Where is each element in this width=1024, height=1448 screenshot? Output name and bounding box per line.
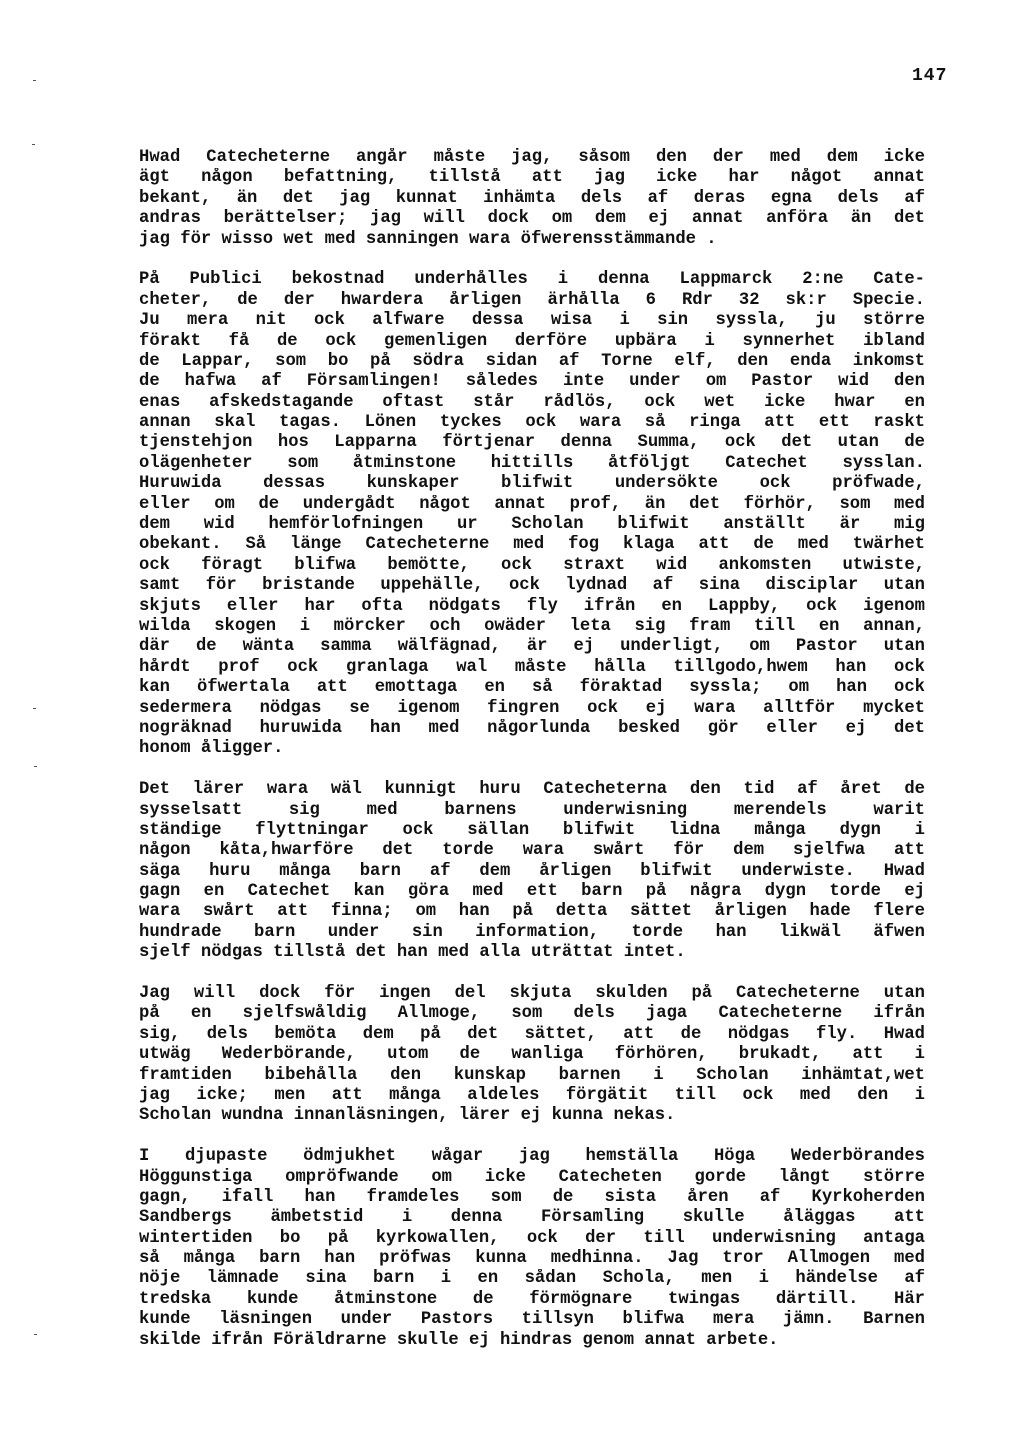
text-line: förakt få de ock gemenligen derföre upbära i synnerhet ibland	[139, 331, 925, 351]
text-line: dem wid hemförlofningen ur Scholan blifwit anställt är mig	[139, 515, 925, 535]
paragraph	[139, 780, 925, 964]
text-line: skjuts eller har ofta nödgats fly ifrån en Lappby, ock igenom	[139, 596, 925, 616]
text-line: olägenheter som åtminstone hittills åtföljgt Catechet sysslan.	[139, 453, 925, 473]
scan-speck	[33, 80, 36, 81]
text-line: ägt någon befattning, tillstå att jag icke har något annat	[139, 168, 925, 188]
text-line: I djupaste ödmjukhet wågar jag hemställa Höga Wederbörandes	[139, 1147, 925, 1167]
text-line: samt för bristande uppehälle, ock lydnad af sina disciplar utan	[139, 576, 925, 596]
text-line: nogräknad huruwida han med någorlunda besked gör eller ej det	[139, 718, 925, 738]
text-line: framtiden bibehålla den kunskap barnen i Scholan inhämtat,wet	[139, 1065, 925, 1085]
text-line: Höggunstiga ompröfwande om icke Catecheten gorde långt större	[139, 1167, 925, 1187]
text-line: Ju mera nit ock alfware dessa wisa i sin syssla, ju större	[139, 311, 925, 331]
text-line: de hafwa af Församlingen! således inte under om Pastor wid den	[139, 372, 925, 392]
text-line: sjelf nödgas tillstå det han med alla uträttat intet.	[139, 943, 686, 963]
text-line: gagn en Catechet kan göra med ett barn på några dygn torde ej	[139, 882, 925, 902]
text-line: tredska kunde åtminstone de förmögnare twingas därtill. Här	[139, 1289, 925, 1309]
text-line: någon kåta,hwarföre det torde wara swårt för dem sjelfwa att	[139, 841, 925, 861]
text-line: gagn, ifall han framdeles som de sista åren af Kyrkoherden	[139, 1187, 925, 1207]
text-line: Sandbergs ämbetstid i denna Församling skulle åläggas att	[139, 1208, 925, 1228]
text-line: sig, dels bemöta dem på det sättet, att de nödgas fly. Hwad	[139, 1024, 925, 1044]
text-line: andras berättelser; jag will dock om dem ej annat anföra än det	[139, 209, 925, 229]
page-number: 147	[912, 66, 948, 86]
text-line: bekant, än det jag kunnat inhämta dels af deras egna dels af	[139, 188, 925, 208]
text-line: annan skal tagas. Lönen tyckes ock wara så ringa att ett raskt	[139, 413, 925, 433]
text-line: wara swårt att finna; om han på detta sättet årligen hade flere	[139, 902, 925, 922]
text-line: så många barn han pröfwas kunna medhinna. Jag tror Allmogen med	[139, 1249, 925, 1269]
text-line: wintertiden bo på kyrkowallen, ock der till underwisning antaga	[139, 1228, 925, 1248]
scan-speck	[33, 708, 36, 709]
text-line: Jag will dock för ingen del skjuta skulden på Catecheterne utan	[139, 984, 925, 1004]
text-line: Det lärer wara wäl kunnigt huru Catecheterna den tid af året de	[139, 780, 925, 800]
text-line: cheter, de der hwardera årligen ärhålla 6 Rdr 32 sk:r Specie.	[139, 290, 925, 310]
scan-speck	[34, 1334, 37, 1335]
paragraph	[139, 984, 925, 1127]
text-line: de Lappar, som bo på södra sidan af Torne elf, den enda inkomst	[139, 351, 925, 371]
text-line: kunde läsningen under Pastors tillsyn blifwa mera jämn. Barnen	[139, 1310, 925, 1330]
text-line: sysselsatt sig med barnens underwisning merendels warit	[139, 800, 925, 820]
paragraph	[139, 270, 925, 759]
text-line: wilda skogen i mörcker och owäder leta sig fram till en annan,	[139, 616, 925, 636]
text-line: kan öfwertala att emottaga en så föraktad syssla; om han ock	[139, 678, 925, 698]
text-line: eller om de undergådt något annat prof, än det förhör, som med	[139, 494, 925, 514]
text-line: jag för wisso wet med sanningen wara öfwerensstämmande .	[139, 229, 717, 249]
letter-body	[139, 148, 925, 1371]
text-line: ock föragt blifwa bemötte, ock straxt wid ankomsten utwiste,	[139, 555, 925, 575]
text-line: På Publici bekostnad underhålles i denna Lappmarck 2:ne Cate-	[139, 270, 925, 290]
text-line: honom åligger.	[139, 739, 284, 759]
scan-speck	[34, 766, 37, 767]
text-line: utwäg Wederbörande, utom de wanliga förhören, brukadt, att i	[139, 1045, 925, 1065]
text-line: enas afskedstagande oftast står rådlös, ock wet icke hwar en	[139, 392, 925, 412]
text-line: ständige flyttningar ock sällan blifwit lidna många dygn i	[139, 820, 925, 840]
text-line: obekant. Så länge Catecheterne med fog klaga att de med twärhet	[139, 535, 925, 555]
text-line: på en sjelfswåldig Allmoge, som dels jaga Catecheterne ifrån	[139, 1004, 925, 1024]
text-line: säga huru många barn af dem årligen blifwit underwiste. Hwad	[139, 861, 925, 881]
text-line: Huruwida dessas kunskaper blifwit undersökte ock pröfwade,	[139, 474, 925, 494]
text-line: tjenstehjon hos Lapparna förtjenar denna Summa, ock det utan de	[139, 433, 925, 453]
text-line: hundrade barn under sin information, torde han likwäl äfwen	[139, 922, 925, 942]
paragraph	[139, 148, 925, 250]
text-line: jag icke; men att många aldeles förgätit till ock med den i	[139, 1085, 925, 1105]
text-line: Scholan wundna innanläsningen, lärer ej kunna nekas.	[139, 1106, 676, 1126]
scan-speck	[32, 144, 35, 145]
text-line: hårdt prof ock granlaga wal måste hålla tillgodo,hwem han ock	[139, 657, 925, 677]
text-line: där de wänta samma wälfägnad, är ej underligt, om Pastor utan	[139, 637, 925, 657]
text-line: nöje lämnade sina barn i en sådan Schola, men i händelse af	[139, 1269, 925, 1289]
paragraph	[139, 1147, 925, 1351]
text-line: sedermera nödgas se igenom fingren ock ej wara alltför mycket	[139, 698, 925, 718]
text-line: Hwad Catecheterne angår måste jag, såsom den der med dem icke	[139, 148, 925, 167]
text-line: skilde ifrån Föräldrarne skulle ej hindras genom annat arbete.	[139, 1330, 779, 1350]
